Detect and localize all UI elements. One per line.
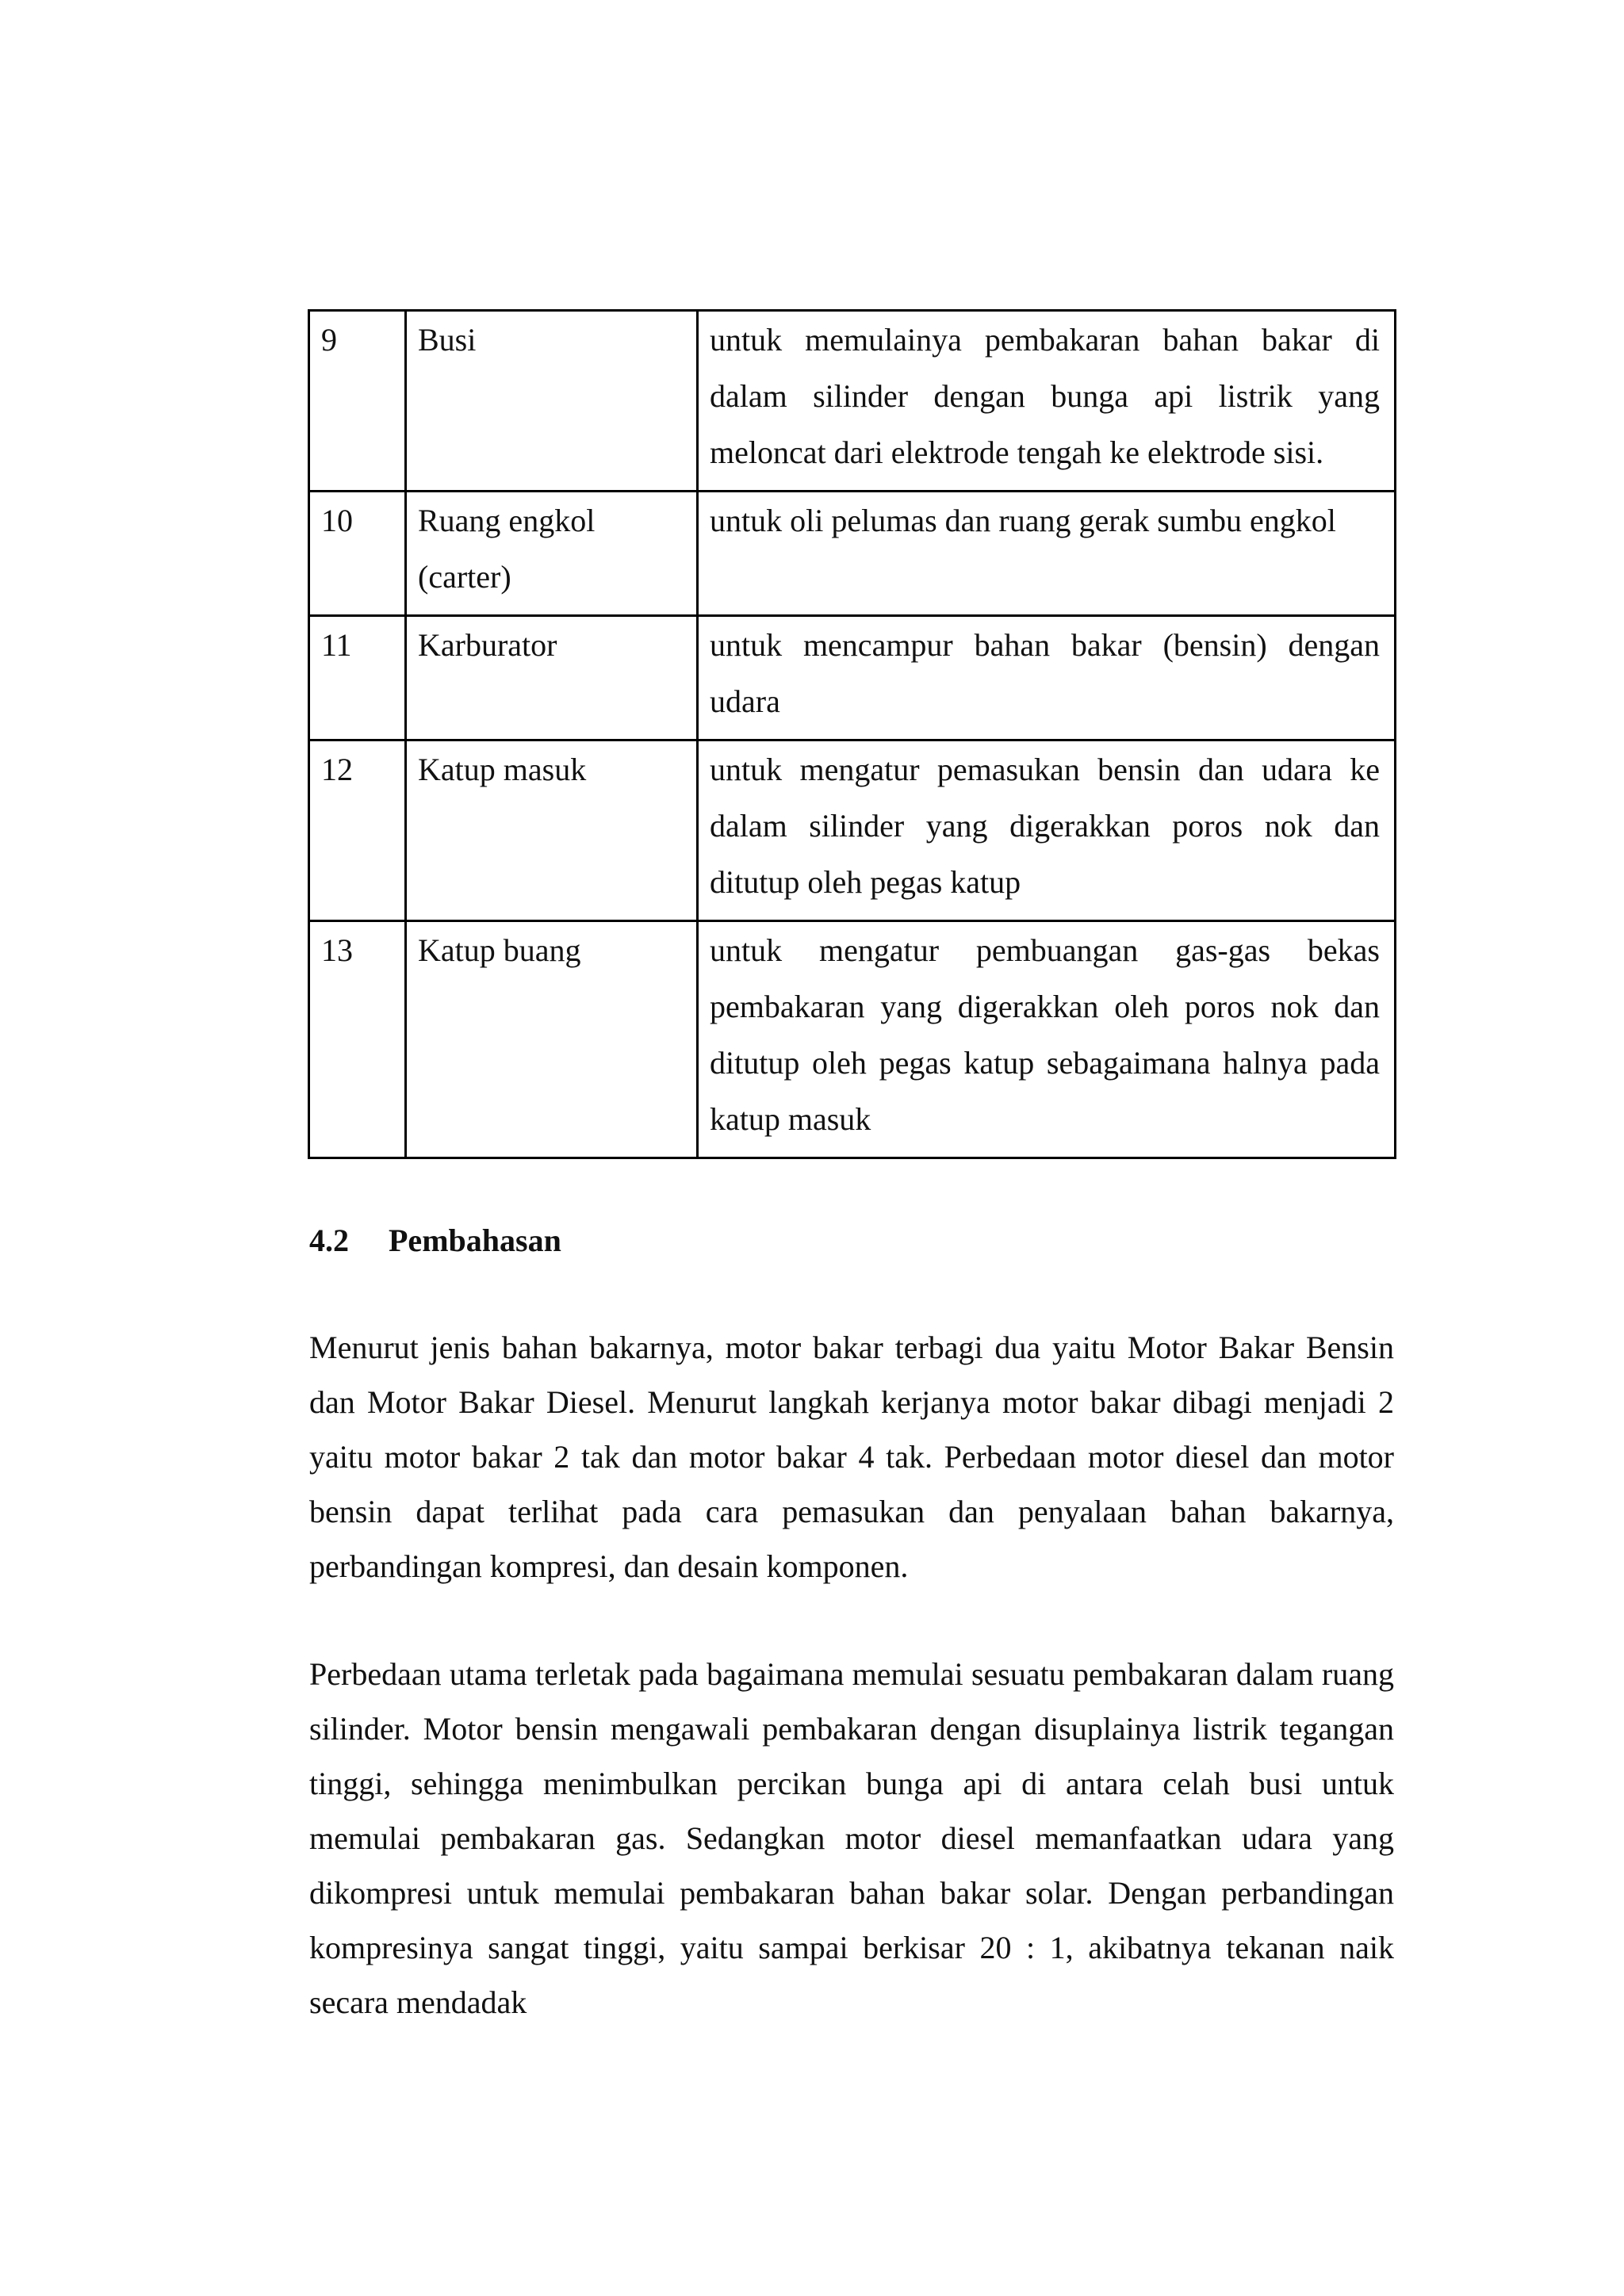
section-heading — [309, 1217, 561, 1265]
component-description: untuk mengatur pemasukan bensin dan udara ke dalam silinder yang digerakkan poros nok dan ditutup oleh pegas katup — [698, 740, 1396, 921]
component-description: untuk memulainya pembakaran bahan bakar di dalam silinder dengan bunga api listrik yang meloncat dari elektrode tengah ke elektrode sisi. — [698, 311, 1396, 492]
table-row — [309, 740, 1396, 921]
component-description: untuk oli pelumas dan ruang gerak sumbu engkol — [698, 492, 1396, 616]
component-name: Busi — [406, 311, 698, 492]
table-row — [309, 616, 1396, 740]
component-name: Katup buang — [406, 921, 698, 1158]
component-name: Karburator — [406, 616, 698, 740]
row-number: 10 — [309, 492, 406, 616]
table-row — [309, 921, 1396, 1158]
components-table — [308, 309, 1396, 1159]
table-row — [309, 492, 1396, 616]
body-paragraph: Perbedaan utama terletak pada bagaimana memulai sesuatu pembakaran dalam ruang silinder. Motor bensin mengawali pembakaran dengan disuplainya listrik tegangan tinggi, sehingga menimbulkan percikan bunga api di antara celah busi untuk memulai pembakaran gas. Sedangkan motor diesel memanfaatkan udara yang dikompresi untuk memulai pembakaran bahan bakar solar. Dengan perbandingan kompresinya sangat tinggi, yaitu sampai berkisar 20 : 1, akibatnya tekanan naik secara mendadak — [309, 1656, 1394, 2020]
row-number: 13 — [309, 921, 406, 1158]
body-paragraph: Menurut jenis bahan bakarnya, motor bakar terbagi dua yaitu Motor Bakar Bensin dan Motor Bakar Diesel. Menurut langkah kerjanya motor bakar dibagi menjadi 2 yaitu motor bakar 2 tak dan motor bakar 4 tak. Perbedaan motor diesel dan motor bensin dapat terlihat pada cara pemasukan dan penyalaan bahan bakarnya, perbandingan kompresi, dan desain komponen. — [309, 1330, 1394, 1584]
component-name: Ruang engkol (carter) — [406, 492, 698, 616]
row-number: 12 — [309, 740, 406, 921]
table-row — [309, 311, 1396, 492]
section-number: 4.2 — [309, 1223, 349, 1258]
component-description: untuk mencampur bahan bakar (bensin) dengan udara — [698, 616, 1396, 740]
row-number: 11 — [309, 616, 406, 740]
component-name: Katup masuk — [406, 740, 698, 921]
component-description: untuk mengatur pembuangan gas-gas bekas pembakaran yang digerakkan oleh poros nok dan ditutup oleh pegas katup sebagaimana halnya pada katup masuk — [698, 921, 1396, 1158]
row-number: 9 — [309, 311, 406, 492]
section-title: Pembahasan — [389, 1223, 561, 1258]
